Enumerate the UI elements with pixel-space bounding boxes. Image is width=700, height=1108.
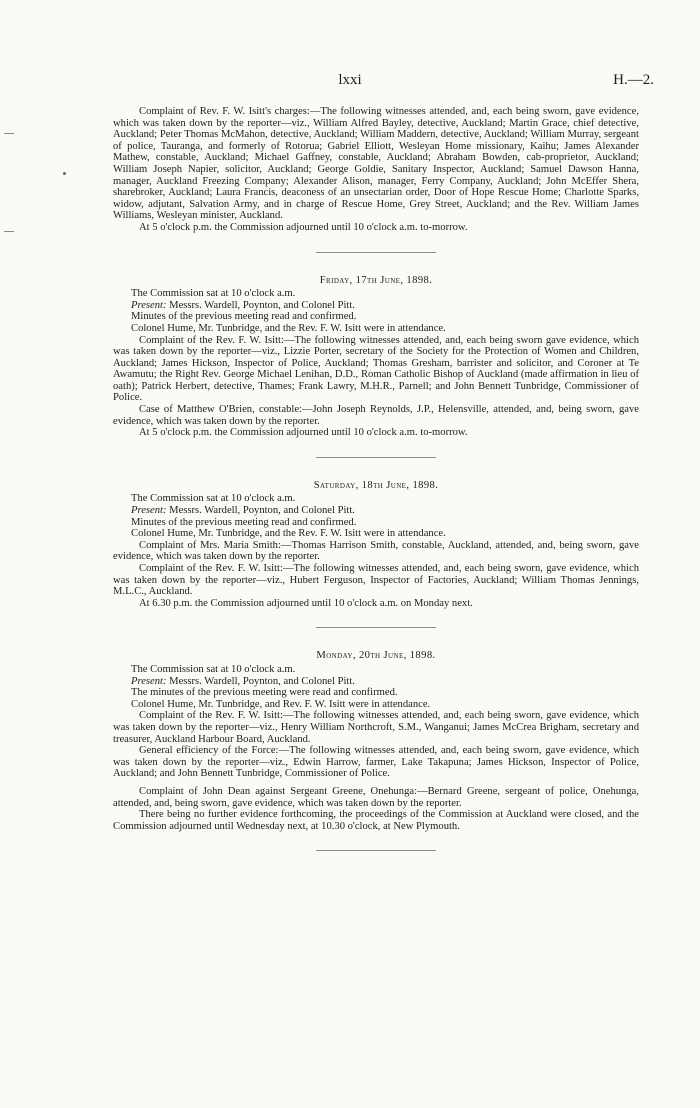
closing-paragraph: There being no further evidence forthcoming, the proceedings of the Commission at Auckland were closed, and the Commission adjourned until Wednesday next, at 10.30 o'clock, at New Plymouth. [113,809,639,832]
adjournment-note: At 6.30 p.m. the Commission adjourned until 10 o'clock a.m. on Monday next. [139,597,473,609]
present-members: Messrs. Wardell, Poynton, and Colonel Pitt. [166,675,355,687]
minutes-line: Minutes of the previous meeting read and confirmed. [131,311,357,323]
present-label: Present: [131,675,167,687]
complaint-paragraph: Complaint of Mrs. Maria Smith:—Thomas Harrison Smith, constable, Auckland, attended, and, being sworn, gave evidence, which was taken down by the reporter. [113,539,639,563]
efficiency-paragraph: General efficiency of the Force:—The following witnesses attended, and, each being sworn, gave evidence, which was taken down by the reporter—viz., Edwin Harrow, farmer, Lake Takapuna; James Hickson, Inspector of Police, Auckland; and John Bennett Tunbridge, Commissioner of Police. [113,745,639,780]
minutes-line: The minutes of the previous meeting were read and confirmed. [131,687,398,699]
present-line [113,676,639,688]
attendance-line: Colonel Hume, Mr. Tunbridge, and the Rev. F. W. Isitt were in attendance. [131,322,446,334]
date-heading-friday: Friday, 17th June, 1898. [319,274,433,286]
complaint-paragraph: Complaint of the Rev. F. W. Isitt:—The following witnesses attended, and, each being sworn, gave evidence, which was taken down by the reporter—viz., Henry William Northcroft, S.M., Wanganui; James McCrea Brigham, secretary and treasurer, Auckland Harbour Board, Auckland. [113,710,639,745]
adjournment-note: At 5 o'clock p.m. the Commission adjourned until 10 o'clock a.m. to-morrow. [139,221,468,233]
present-members: Messrs. Wardell, Poynton, and Colonel Pitt. [166,505,355,517]
case-paragraph: Case of Matthew O'Brien, constable:—John Joseph Reynolds, J.P., Helensville, attended, and, being sworn, gave evidence, which was taken down by the reporter. [113,404,639,427]
complaint-paragraph: Complaint of the Rev. F. W. Isitt:—The following witnesses attended, and, each being sworn gave evidence, which was taken down by the reporter—viz., Lizzie Porter, secretary of the Society for the Protection of Women and Children, Auckland; James Hickson, Inspector of Police, Auckland; Thomas Gresham, barrister and solicitor, and Coroner at Te Awamutu; the Right Rev. George Michael Lenihan, D.D., Roman Catholic Bishop of Auckland (made affirmation in lieu of oath); Patrick Herbert, detective, Thames; Frank Lawry, M.H.R., Parnell; and John Bennett Tunbridge, Commissioner of Police. [113,334,639,404]
minutes-line: Minutes of the previous meeting read and confirmed. [131,516,357,528]
present-label: Present: [131,505,167,517]
adjournment-note: At 5 o'clock p.m. the Commission adjourned until 10 o'clock a.m. to-morrow. [139,427,468,439]
section-divider [316,850,436,851]
margin-dot [63,172,66,175]
sitting-time: The Commission sat at 10 o'clock a.m. [131,288,296,300]
margin-mark [4,133,14,134]
isitt-charges-paragraph: Complaint of Rev. F. W. Isitt's charges:—The following witnesses attended, and, each being sworn, gave evidence, which was taken down by the reporter—viz., William Alfred Bayley, detective, Auckland; Martin Grace, chief detective, Auckland; Peter Thomas McMahon, detective, Auckland; William Maddern, detective, Auckland; William Murray, sergeant of police, Tauranga, and formerly of Rotorua; Gabriel Elliott, Wesleyan Home missionary, Kaihu; James Alexander Mathew, constable, Auckland; Michael Gaffney, constable, Auckland; Abraham Bowden, cab-proprietor, Auckland; William Joseph Napier, solicitor, Auckland; George Goldie, Sanitary Inspector, Auckland; Samuel Dawson Hanna, manager, Auckland Freezing Company; Alexander Alison, manager, Ferry Company, Auckland; John McEffer Shera, sharebroker, Auckland; Laura Francis, deaconess of an unsectarian order, Door of Hope Rescue Home; Charlotte Sparks, widow, adjutant, Salvation Army, and in charge of Rescue Home, Grey Street, Auckland; and the Rev. William James Williams, Wesleyan minister, Auckland. [113,106,639,222]
date-heading-saturday: Saturday, 18th June, 1898. [313,479,439,491]
attendance-line: Colonel Hume, Mr. Tunbridge, and Rev. F. W. Isitt were in attendance. [131,698,431,710]
document-reference: H.—2. [613,72,654,88]
margin-mark [4,231,14,232]
present-label: Present: [131,299,167,311]
dean-complaint-paragraph: Complaint of John Dean against Sergeant Greene, Onehunga:—Bernard Greene, sergeant of police, Onehunga, attended, and, being sworn, gave evidence, which was taken down by the reporter. [113,785,639,809]
present-members: Messrs. Wardell, Poynton, and Colonel Pitt. [166,299,355,311]
present-line [113,300,639,312]
complaint-paragraph: Complaint of the Rev. F. W. Isitt:—The following witnesses attended, and, each being sworn, gave evidence, which was taken down by the reporter—viz., Hubert Ferguson, Inspector of Factories, Auckland; William Thomas Jennings, M.L.C., Auckland. [113,563,639,598]
attendance-line: Colonel Hume, Mr. Tunbridge, and the Rev. F. W. Isitt were in attendance. [131,528,446,540]
present-line [113,505,639,517]
document-body [113,106,639,851]
sitting-time: The Commission sat at 10 o'clock a.m. [131,663,296,675]
sitting-time: The Commission sat at 10 o'clock a.m. [131,493,296,505]
date-heading-monday: Monday, 20th June, 1898. [316,650,436,662]
page-number: lxxi [338,72,362,88]
